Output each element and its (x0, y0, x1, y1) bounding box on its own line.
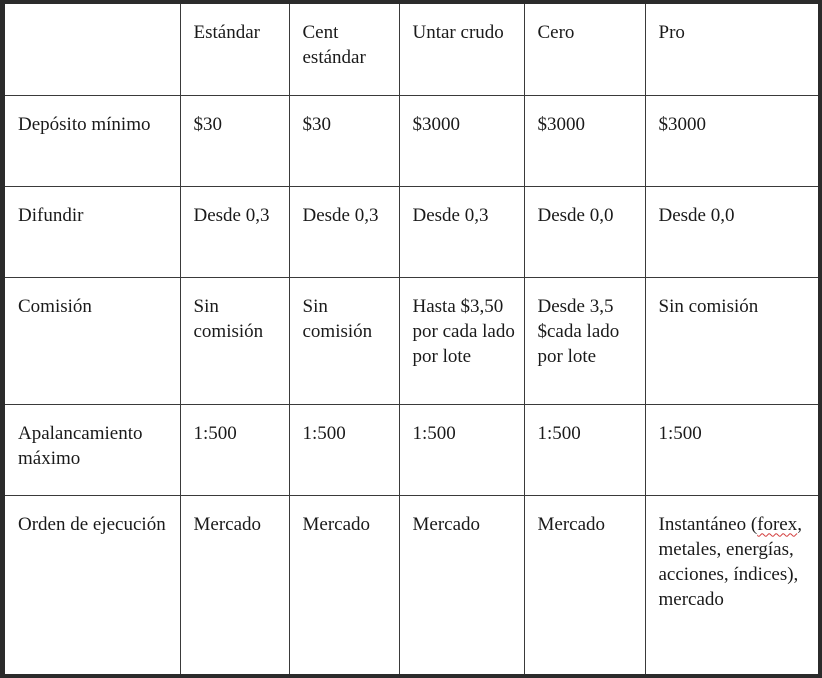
row-label: Comisión (5, 277, 180, 404)
header-cell-pro: Pro (645, 4, 818, 95)
row-label: Depósito mínimo (5, 95, 180, 186)
table-cell: Mercado (399, 495, 524, 674)
table-row-comision (5, 277, 818, 404)
table-cell: $3000 (645, 95, 818, 186)
table-cell: Hasta $3,50 por cada lado por lote (399, 277, 524, 404)
table-cell: 1:500 (289, 404, 399, 495)
spellcheck-flagged-word[interactable]: forex (757, 513, 798, 535)
table-cell: 1:500 (645, 404, 818, 495)
table-row-apalancamiento (5, 404, 818, 495)
table-cell: Mercado (289, 495, 399, 674)
table-cell: Desde 0,3 (180, 186, 289, 277)
comparison-table (5, 4, 818, 674)
table-cell: 1:500 (399, 404, 524, 495)
table-row-ejecucion (5, 495, 818, 674)
header-cell-empty (5, 4, 180, 95)
table-cell: Sin comisión (645, 277, 818, 404)
header-cell-estandar: Estándar (180, 4, 289, 95)
table-cell: Sin comisión (180, 277, 289, 404)
table-cell: Desde 0,3 (399, 186, 524, 277)
table-cell: Sin comisión (289, 277, 399, 404)
cell-text-after: , metales, energías, acciones, índices), mercado (658, 513, 802, 610)
header-cell-cent-estandar: Cent estándar (289, 4, 399, 95)
table-cell: $3000 (399, 95, 524, 186)
table-row-difundir (5, 186, 818, 277)
table-cell: $3000 (524, 95, 645, 186)
row-label: Apalancamiento máximo (5, 404, 180, 495)
row-label: Orden de ejecución (5, 495, 180, 674)
table-cell: 1:500 (524, 404, 645, 495)
table-cell: Mercado (524, 495, 645, 674)
header-cell-cero: Cero (524, 4, 645, 95)
cell-text-before: Instantáneo ( (658, 513, 758, 535)
document-page (5, 4, 818, 674)
table-cell: Desde 3,5 $cada lado por lote (524, 277, 645, 404)
table-cell: 1:500 (180, 404, 289, 495)
table-cell: $30 (289, 95, 399, 186)
table-cell-pro-execution (645, 495, 818, 674)
table-cell: Desde 0,3 (289, 186, 399, 277)
table-cell: Mercado (180, 495, 289, 674)
header-cell-untar-crudo: Untar crudo (399, 4, 524, 95)
table-cell: Desde 0,0 (524, 186, 645, 277)
row-label: Difundir (5, 186, 180, 277)
table-row-deposito (5, 95, 818, 186)
table-cell: Desde 0,0 (645, 186, 818, 277)
table-cell: $30 (180, 95, 289, 186)
table-header-row (5, 4, 818, 95)
